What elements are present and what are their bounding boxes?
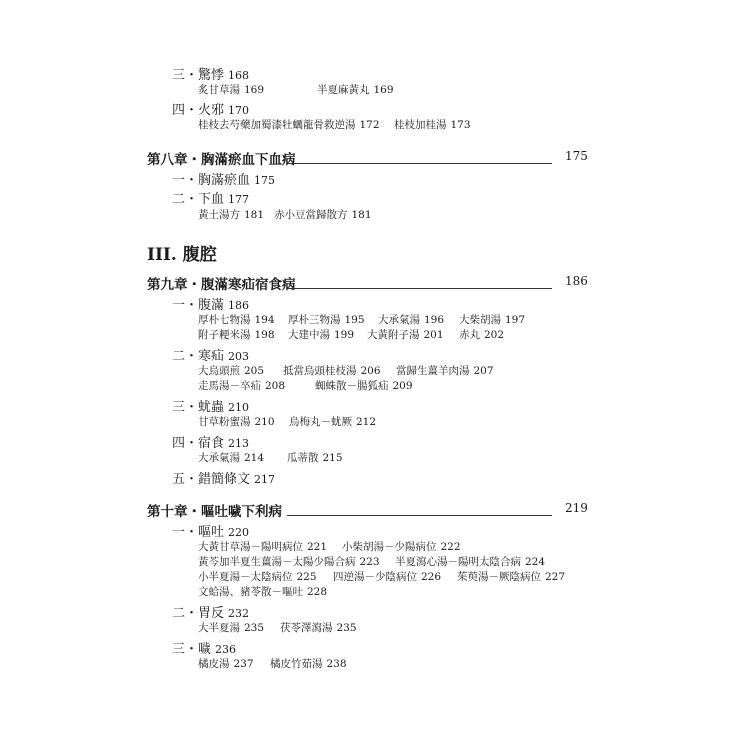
toc-entry xyxy=(198,656,270,671)
page-number: 172 xyxy=(359,119,380,131)
leader-line xyxy=(287,515,552,516)
toc-entry xyxy=(396,363,494,378)
chapter-page-number: 186 xyxy=(565,274,588,288)
entry-name: 瓜蒂散 xyxy=(287,452,319,464)
toc-entry-row xyxy=(198,584,327,599)
chapter-title: 第八章・胸滿瘀血下血病 xyxy=(147,152,296,168)
entry-name: 大承氣湯 xyxy=(378,314,420,326)
leader-line xyxy=(287,288,552,289)
section-title: 二・下血 xyxy=(172,192,225,207)
toc-entry xyxy=(198,82,317,97)
entry-name: 附子粳米湯 xyxy=(198,329,251,341)
entry-name: 桂枝加桂湯 xyxy=(394,119,447,131)
page-number: 226 xyxy=(421,571,442,583)
page-number: 235 xyxy=(244,622,265,634)
toc-entry xyxy=(315,378,413,393)
page-number: 232 xyxy=(228,607,250,620)
page-number: 208 xyxy=(265,380,286,392)
chapter-title: 第九章・腹滿寒疝宿食病 xyxy=(147,277,296,293)
toc-section xyxy=(172,396,249,415)
page-number: 215 xyxy=(322,452,343,464)
entry-name: 半夏麻黃丸 xyxy=(317,84,370,96)
page-number: 209 xyxy=(392,380,413,392)
entry-name: 赤小豆當歸散方 xyxy=(274,209,348,221)
toc-entry xyxy=(459,327,504,342)
toc-entry xyxy=(394,117,471,132)
toc-entry-row xyxy=(198,539,461,554)
entry-name: 黃土湯方 xyxy=(198,209,240,221)
entry-name: 大承氣湯 xyxy=(198,452,240,464)
toc-entry-row xyxy=(198,450,343,465)
toc-entry-row xyxy=(198,378,413,393)
toc-entry xyxy=(198,363,283,378)
toc-entry xyxy=(457,569,565,584)
toc-entry xyxy=(289,414,376,429)
chapter-page-number: 219 xyxy=(565,501,588,515)
toc-entry xyxy=(274,207,372,222)
toc-entry xyxy=(198,554,395,569)
page-number: 169 xyxy=(373,84,394,96)
toc-entry xyxy=(270,656,347,671)
entry-name: 大建中湯 xyxy=(288,329,330,341)
entry-name: 大半夏湯 xyxy=(198,622,240,634)
toc-entry-row xyxy=(198,554,545,569)
page-number: 195 xyxy=(344,314,365,326)
toc-section xyxy=(172,64,249,83)
page-number: 201 xyxy=(423,329,444,341)
part-numeral: III. xyxy=(147,245,177,265)
chapter-page-number: 175 xyxy=(565,149,588,163)
toc-entry xyxy=(198,620,280,635)
section-title: 一・嘔吐 xyxy=(172,525,225,540)
entry-name: 黃芩加半夏生薑湯－太陽少陽合病 xyxy=(198,556,356,568)
toc-entry xyxy=(198,207,274,222)
page-number: 237 xyxy=(233,658,254,670)
toc-entry xyxy=(378,312,459,327)
toc-entry xyxy=(459,312,525,327)
entry-name: 大黃附子湯 xyxy=(367,329,420,341)
page-number: 170 xyxy=(228,104,250,117)
entry-name: 橘皮竹茹湯 xyxy=(270,658,323,670)
page-number: 235 xyxy=(336,622,357,634)
toc-section xyxy=(172,99,249,118)
page-number: 220 xyxy=(228,526,250,539)
page-number: 213 xyxy=(228,437,250,450)
page-number: 224 xyxy=(525,556,546,568)
toc-section xyxy=(172,521,249,540)
toc-entry xyxy=(317,82,394,97)
page-number: 181 xyxy=(244,209,265,221)
page-number: 169 xyxy=(244,84,265,96)
toc-entry-row xyxy=(198,117,471,132)
entry-name: 茯苓澤瀉湯 xyxy=(280,622,333,634)
page-number: 221 xyxy=(307,541,328,553)
entry-name: 小半夏湯－太陰病位 xyxy=(198,571,293,583)
toc-entry-row xyxy=(198,414,376,429)
toc-entry xyxy=(198,327,288,342)
section-title: 四・火邪 xyxy=(172,103,225,118)
toc-entry-row xyxy=(198,569,565,584)
page-number: 196 xyxy=(424,314,445,326)
entry-name: 大黃甘草湯－陽明病位 xyxy=(198,541,303,553)
section-title: 一・腹滿 xyxy=(172,298,225,313)
toc-entry xyxy=(288,312,378,327)
page-number: 238 xyxy=(326,658,347,670)
section-title: 五・錯簡條文 xyxy=(172,472,251,487)
toc-entry xyxy=(198,117,394,132)
toc-entry-row xyxy=(198,620,357,635)
page-number: 228 xyxy=(307,586,328,598)
entry-name: 半夏瀉心湯－陽明太陰合病 xyxy=(395,556,521,568)
toc-section xyxy=(172,638,236,657)
entry-name: 烏梅丸－蚘厥 xyxy=(289,416,352,428)
part-title: 腹腔 xyxy=(182,245,217,265)
toc-entry xyxy=(198,584,327,599)
section-title: 三・驚悸 xyxy=(172,68,225,83)
toc-entry-row xyxy=(198,312,525,327)
toc-entry-row xyxy=(198,656,347,671)
page-number: 205 xyxy=(244,365,265,377)
entry-name: 四逆湯－少陰病位 xyxy=(333,571,417,583)
entry-name: 走馬湯－卒疝 xyxy=(198,380,261,392)
page-number: 197 xyxy=(505,314,526,326)
toc-entry xyxy=(280,620,357,635)
toc-entry xyxy=(333,569,457,584)
toc-entry-row xyxy=(198,207,372,222)
page-number: 212 xyxy=(356,416,377,428)
page-number: 168 xyxy=(228,69,250,82)
page-number: 173 xyxy=(450,119,471,131)
page-number: 217 xyxy=(254,473,276,486)
page-number: 210 xyxy=(254,416,275,428)
toc-section xyxy=(172,294,249,313)
section-title: 二・胃反 xyxy=(172,606,225,621)
entry-name: 赤丸 xyxy=(459,329,480,341)
entry-name: 橘皮湯 xyxy=(198,658,230,670)
section-title: 二・寒疝 xyxy=(172,349,225,364)
entry-name: 抵當烏頭桂枝湯 xyxy=(283,365,357,377)
toc-entry xyxy=(198,312,288,327)
entry-name: 蜘蛛散－腸狐疝 xyxy=(315,380,389,392)
section-title: 一・胸滿瘀血 xyxy=(172,173,251,188)
entry-name: 炙甘草湯 xyxy=(198,84,240,96)
page-number: 214 xyxy=(244,452,265,464)
entry-name: 大柴胡湯 xyxy=(459,314,501,326)
page-number: 203 xyxy=(228,350,250,363)
page-number: 206 xyxy=(360,365,381,377)
toc-entry xyxy=(367,327,459,342)
toc-entry xyxy=(198,569,333,584)
chapter-title: 第十章・嘔吐噦下利病 xyxy=(147,504,282,520)
toc-entry xyxy=(198,414,289,429)
toc-entry-row xyxy=(198,327,504,342)
page-number: 175 xyxy=(254,174,276,187)
leader-line xyxy=(287,163,552,164)
entry-name: 大烏頭煎 xyxy=(198,365,240,377)
page-number: 198 xyxy=(254,329,275,341)
entry-name: 茱萸湯－厥陰病位 xyxy=(457,571,541,583)
toc-entry xyxy=(198,539,342,554)
entry-name: 小柴胡湯－少陽病位 xyxy=(342,541,437,553)
page-number: 225 xyxy=(296,571,317,583)
toc-section xyxy=(172,432,249,451)
page-number: 177 xyxy=(228,193,250,206)
page-number: 194 xyxy=(254,314,275,326)
toc-entry xyxy=(288,327,367,342)
toc-entry-row xyxy=(198,82,394,97)
page-number: 207 xyxy=(473,365,494,377)
page-number: 236 xyxy=(215,643,237,656)
section-title: 四・宿食 xyxy=(172,436,225,451)
toc-entry xyxy=(283,363,396,378)
toc-section xyxy=(172,169,275,188)
page-number: 227 xyxy=(545,571,566,583)
toc-entry xyxy=(287,450,343,465)
toc-entry xyxy=(198,450,287,465)
entry-name: 厚朴七物湯 xyxy=(198,314,251,326)
page-number: 223 xyxy=(359,556,380,568)
toc-entry-row xyxy=(198,363,494,378)
toc-entry xyxy=(342,539,461,554)
section-title: 三・蚘蟲 xyxy=(172,400,225,415)
page-number: 202 xyxy=(484,329,505,341)
entry-name: 桂枝去芍藥加蜀漆牡蠣龍骨救逆湯 xyxy=(198,119,356,131)
page-number: 181 xyxy=(351,209,372,221)
toc-section xyxy=(172,602,249,621)
toc-entry xyxy=(395,554,545,569)
section-title: 三・噦 xyxy=(172,642,212,657)
toc-section xyxy=(172,345,249,364)
toc-section xyxy=(172,468,275,487)
toc-section xyxy=(172,188,249,207)
page-number: 222 xyxy=(440,541,461,553)
entry-name: 甘草粉蜜湯 xyxy=(198,416,251,428)
toc-entry xyxy=(198,378,315,393)
toc-part-heading xyxy=(147,240,217,265)
page-number: 186 xyxy=(228,299,250,312)
page-number: 199 xyxy=(334,329,355,341)
entry-name: 文蛤湯、豬苓散－嘔吐 xyxy=(198,586,303,598)
entry-name: 當歸生薑羊肉湯 xyxy=(396,365,470,377)
entry-name: 厚朴三物湯 xyxy=(288,314,341,326)
page-number: 210 xyxy=(228,401,250,414)
